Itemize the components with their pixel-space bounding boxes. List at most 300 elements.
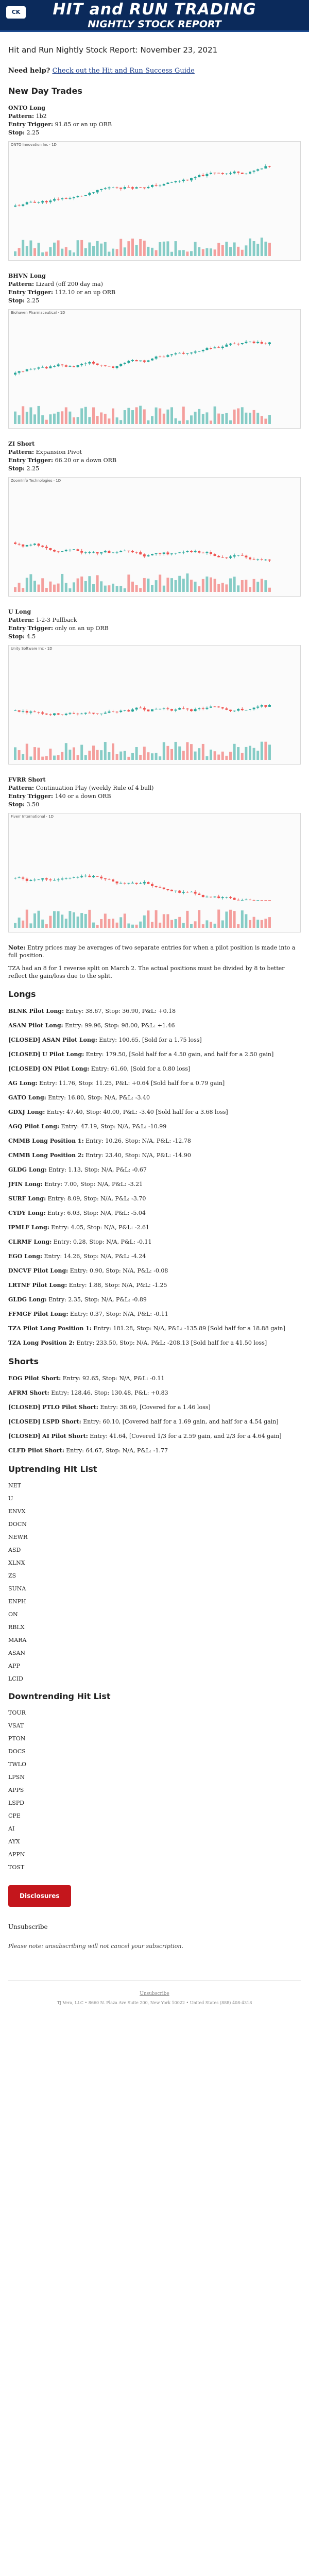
shorts-heading: Shorts [8,1357,39,1366]
volume-bar [14,923,16,928]
volume-bar [217,910,220,928]
volume-bar [241,580,244,592]
volume-bar [61,914,63,928]
candle-body [256,342,259,343]
candle-body [26,879,28,881]
volume-bar [241,250,244,256]
volume-bar [108,418,110,424]
volume-bar [53,756,56,760]
volume-bar [53,243,56,256]
volume-bar [49,582,52,592]
short-position [8,1375,301,1383]
candle-body [182,892,185,893]
hit-list-ticker: TOST [8,1864,25,1871]
candle-body [73,713,75,714]
volume-bar [217,584,220,592]
volume-bar [45,924,48,928]
candle-body [57,879,60,880]
candle-body [194,351,197,352]
volume-bar [112,919,114,928]
volume-bar [253,410,255,424]
volume-bar [225,413,228,424]
volume-bar [155,910,158,928]
volume-bar [139,406,142,424]
long-position [8,1267,301,1275]
volume-bar [237,924,239,928]
disclosures-button[interactable]: Disclosures [8,1885,71,1907]
volume-bar [159,756,161,760]
volume-bar [45,756,48,760]
volume-bar [53,414,56,424]
candle-body [77,549,79,551]
volume-bar [26,910,28,928]
candle-body [166,183,169,184]
trades-list [8,104,301,933]
downtrending-list [8,1709,301,1871]
volume-bar [26,744,28,760]
position-detail: Entry: 64.67, Stop: N/A, P&L: -1.77 [66,1447,168,1454]
trade-name [8,608,301,616]
candle-body [170,890,173,891]
candle-body [205,348,208,350]
volume-bar [73,252,75,256]
position-detail: Entry: 179.50, [Sold half for a 4.50 gain, and half for a 2.50 gain] [85,1051,274,1058]
candle-body [159,887,161,888]
volume-bar [178,747,181,760]
short-position [8,1389,301,1397]
volume-bar [210,420,212,424]
trade-stop-label: Stop: [8,129,25,136]
candle-body [268,900,271,901]
candle-body [124,187,126,189]
candle-body [57,551,60,552]
trade-stop-label: Stop: [8,465,25,472]
volume-bar [61,411,63,424]
price-chart [9,478,300,596]
position-detail: Entry: 41.64, [Covered 1/3 for a 2.59 gain, and 2/3 for a 4.64 gain] [90,1433,282,1439]
trade-stop [8,465,301,473]
volume-bar [92,408,95,424]
volume-bar [104,913,107,928]
candle-body [127,710,130,711]
candle-body [116,366,118,368]
trade-chart [8,645,301,765]
candle-body [14,710,16,711]
long-position [8,1238,301,1246]
candle-body [38,367,40,368]
candle-body [131,360,134,361]
candle-body [237,709,239,711]
position-name: [CLOSED] ASAN Pilot Long: [8,1037,97,1043]
volume-bar [202,249,204,256]
candle-body [41,367,44,368]
candle-body [155,357,158,359]
volume-bar [217,243,220,256]
trade-entry-trigger [8,456,301,465]
candle-body [100,189,102,190]
trade-name [8,440,301,448]
volume-bar [225,584,228,592]
long-position [8,1079,301,1088]
volume-bar [233,744,236,760]
volume-bar [163,414,165,424]
candle-body [202,708,204,709]
long-position [8,1050,301,1059]
candle-body [268,705,271,707]
volume-bar [22,406,24,424]
candle-body [241,343,244,344]
volume-bar [229,247,232,256]
candle-body [61,878,63,879]
volume-bar [119,239,122,256]
volume-bar [194,242,197,256]
position-name: IPMLF Long: [8,1224,49,1231]
trade-stop-label: Stop: [8,801,25,808]
volume-bar [65,247,67,256]
volume-bar [104,742,107,760]
candle-body [170,182,173,183]
position-detail: Entry: 11.76, Stop: 11.25, P&L: +0.64 [Sold half for a 0.79 gain] [39,1080,225,1087]
volume-bar [256,920,259,928]
candle-body [245,342,247,343]
hit-list-ticker: LSPD [8,1800,25,1806]
volume-bar [88,243,91,256]
volume-bar [100,919,102,928]
volume-bar [49,247,52,256]
candle-body [131,551,134,552]
volume-bar [221,583,224,592]
position-name: FFMGF Pilot Long: [8,1311,68,1317]
candle-body [155,553,158,554]
volume-bar [57,584,60,592]
candle-body [68,366,71,367]
volume-bar [241,407,244,424]
trade-block [8,608,301,765]
volume-bar [147,579,149,592]
volume-bar [225,911,228,928]
position-name: GATO Long: [8,1094,46,1101]
volume-bar [268,744,271,760]
volume-bar [127,574,130,592]
volume-bar [80,913,83,928]
candle-body [256,900,259,901]
candle-body [151,359,153,361]
candle-body [163,708,165,709]
price-chart [9,310,300,428]
trade-pattern [8,112,301,121]
candle-body [166,708,169,709]
trade-symbol: U Long [8,608,31,615]
volume-bar [264,919,267,928]
position-name: CMMB Long Position 1: [8,1138,84,1144]
volume-bar [18,750,21,760]
candle-body [202,350,204,351]
candle-body [124,883,126,884]
trade-entry-trigger-label: Entry Trigger: [8,289,54,296]
candle-body [77,196,79,197]
candle-body [104,365,107,366]
candle-body [33,368,36,369]
volume-bar [112,584,114,592]
volume-bar [135,245,138,256]
candle-body [225,708,228,710]
volume-bar [22,240,24,256]
volume-bar [186,911,188,928]
volume-bar [14,412,16,424]
position-name: CMMB Long Position 2: [8,1152,84,1159]
volume-bar [229,910,232,928]
candle-body [96,364,99,365]
volume-bar [214,579,216,592]
volume-bar [186,742,188,760]
candle-body [202,895,204,897]
hit-list-ticker: TOUR [8,1709,26,1716]
candle-body [53,714,56,715]
candle-body [92,713,95,714]
position-name: EOG Pilot Short: [8,1375,61,1382]
candle-body [229,897,232,898]
volume-bar [116,586,118,592]
candle-body [45,878,48,879]
volume-bar [143,578,146,592]
volume-bar [170,920,173,928]
brand-logo: CK [6,6,26,19]
candle-body [92,876,95,877]
candle-body [210,348,212,349]
position-detail: Entry: 23.40, Stop: N/A, P&L: -14.90 [85,1152,191,1159]
volume-bar [80,577,83,592]
position-detail: Entry: 61.60, [Sold for a 0.80 loss] [91,1065,191,1072]
trade-symbol: FVRR Short [8,776,46,783]
trade-stop-label: Stop: [8,297,25,304]
position-detail: Entry: 233.50, Stop: N/A, P&L: -208.13 [Sold half for a 41.50 loss] [76,1340,267,1346]
hit-list-ticker: TWLO [8,1761,26,1768]
volume-bar [155,753,158,760]
volume-bar [198,247,200,256]
unsubscribe-link[interactable]: Unsubscribe [8,1923,48,1930]
candle-body [233,172,236,173]
longs-heading: Longs [8,989,36,999]
volume-bar [108,752,110,760]
candle-body [166,889,169,890]
candle-body [104,188,107,189]
volume-bar [256,244,259,256]
candle-body [112,366,114,368]
volume-bar [41,757,44,760]
candle-body [119,551,122,552]
volume-bar [268,588,271,592]
volume-bar [241,910,244,928]
volume-bar [139,588,142,592]
volume-bar [151,922,153,928]
candle-body [22,545,24,547]
candle-body [175,709,177,710]
candle-body [61,551,63,552]
candle-body [68,713,71,714]
volume-bar [166,410,169,424]
candle-body [112,711,114,712]
short-position [8,1403,301,1412]
volume-bar [135,407,138,424]
candle-body [170,354,173,355]
position-detail: Entry: 0.28, Stop: N/A, P&L: -0.11 [53,1239,152,1245]
volume-bar [88,910,91,928]
volume-bar [127,408,130,424]
volume-bar [88,751,91,760]
candle-body [135,187,138,189]
candle-body [170,553,173,554]
volume-bar [73,417,75,424]
candle-body [268,166,271,167]
footer-unsubscribe-link[interactable]: Unsubscribe [140,1991,169,1996]
volume-bar [124,410,126,424]
candle-body [253,171,255,172]
volume-bar [143,747,146,760]
trade-pattern-label: Pattern: [8,113,35,120]
position-name: CLRMF Long: [8,1239,52,1245]
volume-bar [124,588,126,592]
volume-bar [237,747,239,760]
volume-bar [104,242,107,256]
candle-body [65,365,67,367]
volume-bar [159,242,161,256]
candle-body [127,361,130,363]
candle-body [104,551,107,552]
volume-bar [131,582,134,592]
candle-body [104,713,107,714]
volume-bar [108,252,110,256]
candle-body [119,883,122,884]
candle-body [261,168,263,169]
candle-body [41,878,44,879]
volume-bar [194,412,197,424]
candle-body [268,343,271,344]
hit-list-ticker: LPSN [8,1774,25,1781]
volume-bar [49,916,52,928]
candle-body [194,709,197,711]
trade-pattern-label: Pattern: [8,617,35,623]
candle-body [57,364,60,366]
report-banner [0,0,309,32]
volume-bar [214,924,216,928]
volume-bar [245,747,247,760]
candle-body [108,551,110,553]
candle-body [65,550,67,551]
long-position [8,1166,301,1174]
hit-list-ticker: APP [8,1663,20,1669]
volume-bar [233,243,236,256]
volume-bar [194,582,197,592]
candle-body [163,552,165,554]
volume-bar [178,421,181,424]
candle-body [88,362,91,364]
note-text: Entry prices may be averages of two separate entries for when a pilot position is made into a full position. [8,944,296,959]
volume-bar [84,914,87,928]
volume-bar [253,241,255,256]
volume-bar [77,417,79,424]
candle-body [65,198,67,199]
position-name: AGQ Pilot Long: [8,1123,60,1130]
volume-bar [18,583,21,592]
candle-body [96,552,99,553]
volume-bar [119,420,122,424]
position-detail: Entry: 47.19, Stop: N/A, P&L: -10.99 [61,1123,167,1130]
candle-body [73,877,75,878]
trade-name [8,776,301,784]
candle-body [33,202,36,203]
candle-body [147,882,149,884]
position-detail: Entry: 6.03, Stop: N/A, P&L: -5.04 [47,1210,146,1216]
volume-bar [96,416,99,424]
candle-body [53,199,56,200]
trade-entry-trigger-value: 91.85 or an up ORB [55,121,112,128]
volume-bar [175,742,177,760]
volume-bar [80,240,83,256]
volume-bar [261,742,263,760]
trade-pattern-label: Pattern: [8,281,35,287]
volume-bar [190,744,193,760]
uptrending-heading: Uptrending Hit List [8,1464,97,1474]
candle-body [194,892,197,894]
volume-bar [163,242,165,256]
candle-body [127,187,130,188]
volume-bar [33,581,36,592]
footer-address: TJ Vera, LLC • 8660 N. Plaza Ave Suite 200, New York 10022 • United States (888) 408-4318 [57,2001,252,2005]
candle-body [73,197,75,198]
candle-body [205,708,208,709]
position-name: LRTNF Pilot Long: [8,1282,67,1289]
candle-body [147,555,149,556]
volume-bar [159,409,161,424]
volume-bar [217,755,220,760]
volume-bar [151,585,153,592]
candle-body [139,187,142,188]
trade-symbol: BHVN Long [8,273,46,279]
volume-bar [131,410,134,424]
trade-entry-trigger-value: 140 or a down ORB [55,793,111,800]
candle-body [225,557,228,558]
volume-bar [18,248,21,256]
volume-bar [210,248,212,256]
notes-section [8,944,301,980]
candle-body [264,705,267,707]
volume-bar [116,249,118,256]
candle-body [139,361,142,362]
candle-body [108,188,110,189]
volume-bar [166,578,169,592]
candle-body [49,879,52,880]
candle-body [18,877,21,878]
volume-bar [61,249,63,256]
volume-bar [18,918,21,928]
candle-body [80,876,83,877]
success-guide-link[interactable]: Check out the Hit and Run Success Guide [52,67,195,75]
position-name: CYDY Long: [8,1210,46,1216]
candle-body [84,552,87,553]
volume-bar [261,238,263,256]
volume-bar [22,921,24,928]
position-name: GDXJ Long: [8,1109,45,1115]
volume-bar [268,243,271,256]
trade-stop [8,129,301,137]
volume-bar [178,917,181,928]
volume-bar [68,250,71,256]
position-detail: Entry: 100.65, [Sold for a 1.75 loss] [99,1037,202,1043]
hit-list-ticker: AI [8,1825,15,1832]
position-detail: Entry: 1.13, Stop: N/A, P&L: -0.67 [48,1166,147,1173]
volume-bar [147,752,149,760]
candle-body [22,205,24,206]
